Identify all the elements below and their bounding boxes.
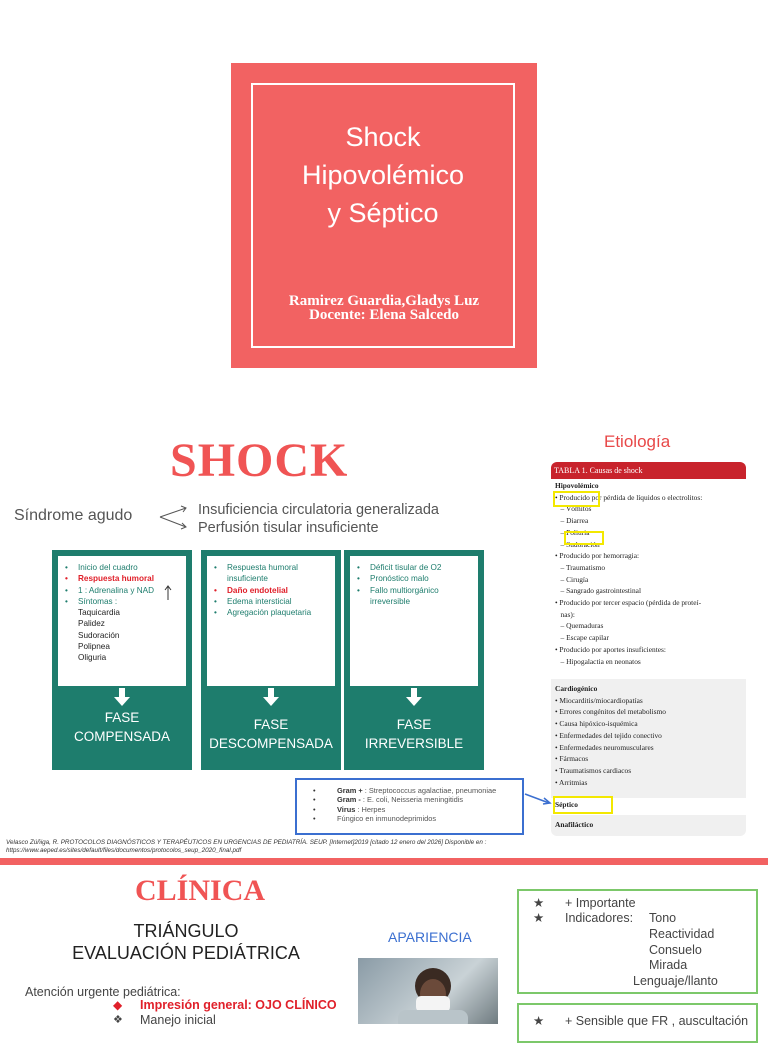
- phase-label-line: COMPENSADA: [73, 729, 171, 744]
- phase-item: • Edema intersticial: [227, 596, 331, 607]
- clover-bullet-icon: ❖: [113, 1014, 123, 1026]
- cause-type: Gram -: [337, 795, 361, 805]
- arrow-down-icon: [404, 688, 424, 708]
- title-text: Shock Hipovolémico y Séptico: [301, 122, 465, 228]
- phase-label-line: IRREVERSIBLE: [364, 736, 464, 751]
- apariencia-info-box: [517, 889, 758, 994]
- table-line: – Poliuria: [555, 527, 590, 537]
- phase-item: • 1 : Adrenalina y NAD: [78, 585, 182, 596]
- indicador-item: Tono: [649, 911, 677, 925]
- phase-item: • Agregación plaquetaria: [227, 607, 331, 618]
- triangle-subtitle: [30, 920, 342, 964]
- subtitle-line: EVALUACIÓN PEDIÁTRICA: [72, 943, 300, 963]
- phase-label: [52, 708, 192, 746]
- table-line: – Traumatismo: [555, 562, 606, 572]
- septic-cause-item: [337, 795, 522, 804]
- table-line: • Enfermedades neuromusculares: [555, 742, 654, 752]
- table-anafilactico: Anafiláctico: [555, 820, 594, 829]
- indicador-item: Reactividad: [649, 927, 715, 941]
- highlight-box: [553, 796, 613, 814]
- phase-label-line: DESCOMPENSADA: [209, 736, 333, 751]
- importante-text: + Importante: [565, 896, 636, 910]
- impresion-general: Impresión general: OJO CLÍNICO: [140, 998, 337, 1012]
- table-header: TABLA 1. Causas de shock: [551, 462, 746, 479]
- arrow-down-icon: [261, 688, 281, 708]
- table-line: – Escape capilar: [555, 633, 609, 643]
- etiologia-heading: Etiología: [604, 432, 671, 451]
- star-icon: ★: [533, 1014, 545, 1028]
- clinica-heading: CLÍNICA: [135, 874, 266, 907]
- highlight-box: [564, 531, 604, 545]
- author-block: [231, 294, 537, 322]
- table-line: – Cirugía: [555, 574, 589, 584]
- table-line: – Sangrado gastrointestinal: [555, 586, 642, 596]
- table-cardio-section: [555, 683, 745, 788]
- table-line: Cardiogénico: [555, 684, 598, 693]
- table-line: nas):: [555, 609, 575, 619]
- slide-title: [251, 118, 515, 232]
- septic-cause-item: [337, 786, 522, 795]
- phase-label-line: FASE: [253, 717, 289, 732]
- subtitle-line: TRIÁNGULO: [133, 921, 239, 941]
- sensible-text: + Sensible que FR , auscultación: [565, 1014, 749, 1028]
- phase-item: • Inicio del cuadro: [78, 562, 182, 573]
- phase-details: [57, 555, 187, 687]
- phase-item: • Pronóstico malo: [370, 573, 474, 584]
- table-line: • Producido por tercer espacio (pérdida de proteí-: [555, 598, 702, 608]
- branch-arrows-icon: [158, 503, 192, 531]
- septic-cause-item: [337, 814, 522, 823]
- phase-items-list: [350, 556, 478, 607]
- diamond-bullet-icon: ◆: [113, 998, 123, 1012]
- table-line: – Vómitos: [555, 504, 592, 514]
- indicador-item: Lenguaje/llanto: [633, 974, 718, 988]
- arrow-up-icon: [164, 585, 172, 601]
- table-line: Hipovolémico: [555, 481, 599, 490]
- table-hypo-section: [555, 480, 745, 667]
- table-line: – Hipogalactia en neonatos: [555, 656, 641, 666]
- table-line: – Quemaduras: [555, 621, 604, 631]
- septic-causes-list: [297, 780, 522, 823]
- table-line: • Traumatismos cardiacos: [555, 765, 632, 775]
- sensibilidad-info-box: [517, 1003, 758, 1043]
- definition-2: Perfusión tisular insuficiente: [198, 520, 379, 536]
- phase-details: [349, 555, 479, 687]
- phase-irreversible: [344, 550, 484, 770]
- septic-causes-box: [295, 778, 524, 835]
- phase-details: [206, 555, 336, 687]
- phase-label: [344, 715, 484, 753]
- table-line: • Causa hipóxico-isquémica: [555, 719, 638, 729]
- cause-detail: Fúngico en inmunodeprimidos: [337, 813, 437, 823]
- phase-compensada: [52, 550, 192, 770]
- phase-item: • Daño endotelial: [227, 585, 331, 596]
- phase-item: • Respuesta humoral: [78, 573, 182, 584]
- causes-table: [551, 462, 746, 836]
- table-line: – Sudoración: [555, 539, 600, 549]
- cause-type: Gram +: [337, 786, 363, 795]
- phase-label-line: FASE: [396, 717, 432, 732]
- manejo-inicial: Manejo inicial: [140, 1013, 216, 1027]
- table-line: • Enfermedades del tejido conectivo: [555, 730, 662, 740]
- table-line: – Diarrea: [555, 516, 589, 526]
- table-line: • Fármacos: [555, 754, 589, 764]
- phase-label-line: FASE: [104, 710, 140, 725]
- definition-1: Insuficiencia circulatoria generalizada: [198, 502, 439, 518]
- atencion-label: Atención urgente pediátrica:: [25, 985, 181, 999]
- table-line: • Errores congénitos del metabolismo: [555, 707, 666, 717]
- table-line: • Miocarditis/miocardiopatías: [555, 695, 643, 705]
- slide-divider: [0, 858, 768, 865]
- star-icon: ★: [533, 911, 545, 925]
- phase-item: Palidez: [78, 619, 105, 629]
- phase-item: Taquicardia: [78, 608, 120, 618]
- phase-item: Polipnea: [78, 642, 110, 652]
- table-line: • Producido por aportes insuficientes:: [555, 644, 666, 654]
- indicador-item: Consuelo: [649, 943, 702, 957]
- phase-descompensada: [201, 550, 341, 770]
- phase-item: • Déficit tisular de O2: [370, 562, 474, 573]
- citation: Velasco Zúñiga, R. PROTOCOLOS DIAGNÓSTICOS Y TERAPÉUTICOS EN URGENCIAS DE PEDIATRÍA. SEUP. [Internet]2019 [citado 12 enero del 2026] Disponible en : https://www.aeped.es/sites/default/files/documentos/protocolos_seup_2020_final.pdf: [6, 839, 487, 854]
- child-photo-image: [358, 958, 498, 1024]
- phase-item: • Síntomas :: [78, 596, 182, 607]
- author-name: Ramirez Guardia,Gladys Luz: [288, 293, 480, 309]
- table-line: • Producido por hemorragia:: [555, 551, 640, 561]
- phase-item: Sudoración: [78, 630, 120, 640]
- table-line: • Producido por pérdida de líquidos o electrolitos:: [555, 492, 703, 502]
- shock-heading: SHOCK: [170, 434, 349, 487]
- cause-type: Virus: [337, 804, 356, 814]
- cause-detail: : E. coli, Neisseria meningitidis: [360, 795, 464, 805]
- syndrome-label: Síndrome agudo: [14, 507, 133, 524]
- cause-detail: : Herpes: [355, 804, 386, 814]
- arrow-right-icon: [524, 792, 552, 806]
- indicadores-label: Indicadores:: [565, 911, 634, 925]
- child-photo: [358, 958, 498, 1024]
- indicador-item: Mirada: [649, 958, 688, 972]
- septic-cause-item: [337, 805, 522, 814]
- phase-item: • Respuesta humoral insuficiente: [227, 562, 331, 585]
- table-line: • Arritmias: [555, 777, 588, 787]
- highlight-box: [553, 491, 600, 507]
- phase-label: [201, 715, 341, 753]
- phase-item: • Fallo multiorgánico irreversible: [370, 585, 474, 608]
- teacher-name: Docente: Elena Salcedo: [309, 307, 459, 323]
- phase-items-list: [58, 556, 186, 664]
- phase-item: Oliguria: [78, 653, 107, 663]
- arrow-down-icon: [112, 688, 132, 708]
- star-icon: ★: [533, 896, 545, 910]
- apariencia-label: APARIENCIA: [388, 929, 472, 945]
- table-septico: Séptico: [555, 800, 578, 809]
- phase-items-list: [207, 556, 335, 618]
- cause-detail: : Streptococcus agalactiae, pneumoniae: [362, 786, 497, 795]
